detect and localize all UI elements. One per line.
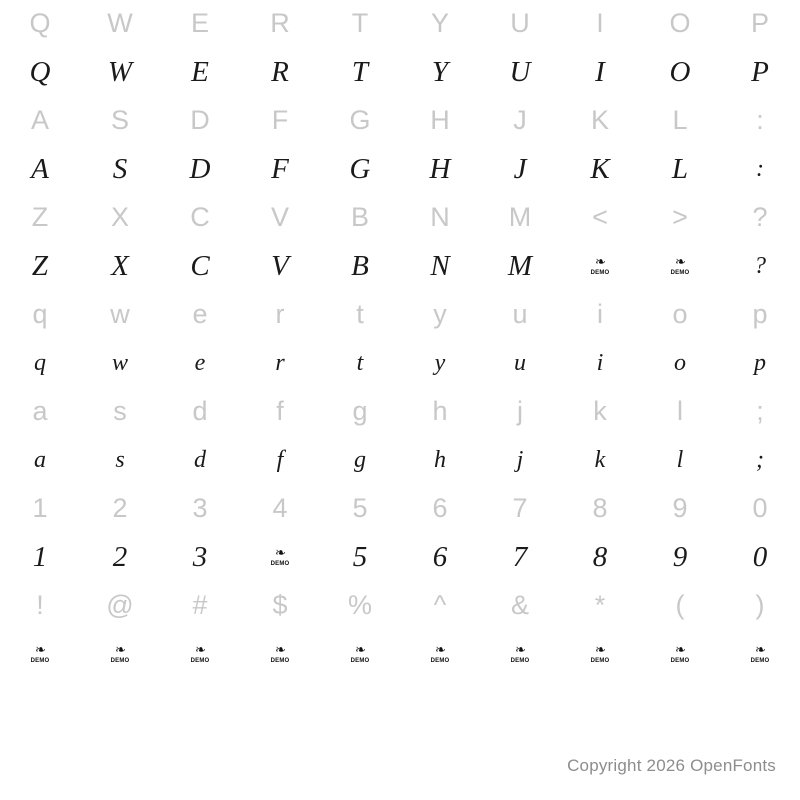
demo-watermark (160, 629, 240, 679)
glyph-char: I (595, 55, 605, 88)
glyph-char: p (754, 350, 766, 376)
glyph-char: G (349, 152, 371, 185)
keycap-char: s (113, 396, 127, 426)
glyph-char: F (271, 152, 289, 185)
glyph-char: W (107, 55, 133, 88)
glyph-char: a (34, 447, 46, 473)
glyph-char: 8 (592, 540, 608, 573)
demo-label: DEMO (270, 561, 290, 567)
keycap-char: F (271, 105, 289, 135)
demo-label: DEMO (270, 658, 290, 664)
glyph-char: J (513, 152, 527, 185)
glyph-char: q (34, 350, 46, 376)
keycap-char: 5 (352, 493, 368, 523)
keycap-char: 0 (752, 493, 768, 523)
keycap-char: U (510, 8, 530, 38)
glyph-char: O (669, 55, 691, 88)
glyph-row (0, 338, 800, 388)
demo-label: DEMO (670, 658, 690, 664)
glyph-char: C (190, 249, 210, 282)
keycap-char: @ (106, 590, 134, 620)
flower-icon: ❧ (275, 546, 285, 561)
glyph-char: R (271, 55, 289, 88)
glyph-row (0, 629, 800, 679)
keycap-char: V (270, 202, 289, 232)
keycap-char: Z (31, 202, 49, 232)
keycap-char: q (32, 299, 48, 329)
keycap-row (0, 485, 800, 532)
keycap-char: l (677, 396, 683, 426)
keycap-row (0, 194, 800, 241)
keycap-row (0, 582, 800, 629)
glyph-row (0, 144, 800, 194)
glyph-char: l (676, 447, 684, 473)
glyph-char: i (596, 350, 604, 376)
flower-icon: ❧ (675, 643, 685, 658)
keycap-char: Q (29, 8, 51, 38)
keycap-char: 4 (272, 493, 288, 523)
glyph-char: 5 (352, 540, 368, 573)
demo-watermark (480, 629, 560, 679)
keycap-char: 2 (112, 493, 128, 523)
demo-label: DEMO (30, 658, 50, 664)
glyph-char: r (275, 350, 285, 376)
glyph-char: 6 (432, 540, 448, 573)
glyph-char: Q (29, 55, 51, 88)
glyph-char: E (191, 55, 209, 88)
keycap-char: T (351, 8, 369, 38)
keycap-char: k (593, 396, 607, 426)
demo-watermark (0, 629, 80, 679)
keycap-char: ! (36, 590, 44, 620)
keycap-char: u (512, 299, 528, 329)
glyph-char: X (111, 249, 129, 282)
glyph-char: u (514, 350, 526, 376)
keycap-char: p (752, 299, 768, 329)
demo-watermark (560, 241, 640, 291)
glyph-char: f (276, 447, 284, 473)
flower-icon: ❧ (275, 643, 285, 658)
glyph-char: j (516, 447, 524, 473)
keycap-char: o (672, 299, 688, 329)
glyph-char: N (430, 249, 450, 282)
flower-icon: ❧ (595, 255, 605, 270)
glyph-char: o (674, 350, 686, 376)
glyph-char: S (112, 152, 128, 185)
demo-watermark (560, 629, 640, 679)
keycap-char: W (107, 8, 133, 38)
glyph-char: A (31, 152, 49, 185)
demo-watermark (80, 629, 160, 679)
keycap-char: O (669, 8, 691, 38)
keycap-char: t (356, 299, 364, 329)
glyph-char: M (507, 249, 533, 282)
keycap-char: h (432, 396, 448, 426)
glyph-char: s (115, 447, 125, 473)
demo-label: DEMO (590, 270, 610, 276)
flower-icon: ❧ (435, 643, 445, 658)
keycap-char: 1 (32, 493, 48, 523)
glyph-char: L (671, 152, 689, 185)
keycap-char: j (517, 396, 523, 426)
keycap-char: ) (755, 590, 765, 620)
keycap-char: 9 (672, 493, 688, 523)
demo-watermark (640, 629, 720, 679)
keycap-char: 6 (432, 493, 448, 523)
glyph-char: Y (431, 55, 449, 88)
glyph-char: U (509, 55, 531, 88)
keycap-char: B (350, 202, 369, 232)
flower-icon: ❧ (355, 643, 365, 658)
keycap-char: $ (272, 590, 288, 620)
glyph-char: k (594, 447, 606, 473)
glyph-char: ? (754, 253, 766, 279)
demo-label: DEMO (590, 658, 610, 664)
demo-watermark (240, 532, 320, 582)
glyph-char: Z (31, 249, 49, 282)
keycap-char: D (190, 105, 210, 135)
demo-label: DEMO (350, 658, 370, 664)
glyph-char: K (590, 152, 610, 185)
glyph-char: D (189, 152, 211, 185)
keycap-char: N (430, 202, 450, 232)
glyph-char: e (194, 350, 206, 376)
flower-icon: ❧ (115, 643, 125, 658)
demo-watermark (720, 629, 800, 679)
glyph-char: 7 (512, 540, 528, 573)
glyph-char: ; (756, 447, 764, 473)
glyph-char: 0 (752, 540, 768, 573)
flower-icon: ❧ (35, 643, 45, 658)
glyph-char: d (194, 447, 206, 473)
glyph-char: V (271, 249, 289, 282)
glyph-char: B (351, 249, 369, 282)
keycap-char: 7 (512, 493, 528, 523)
keycap-char: f (276, 396, 284, 426)
copyright-notice: Copyright 2026 OpenFonts (567, 756, 776, 775)
glyph-char: w (111, 350, 128, 376)
glyph-char: P (751, 55, 769, 88)
keycap-char: E (190, 8, 209, 38)
glyph-row (0, 435, 800, 485)
keycap-row (0, 0, 800, 47)
demo-label: DEMO (510, 658, 530, 664)
demo-label: DEMO (750, 658, 770, 664)
glyph-char: h (434, 447, 446, 473)
keycap-char: i (597, 299, 603, 329)
keycap-char: 8 (592, 493, 608, 523)
keycap-char: e (192, 299, 208, 329)
glyph-row (0, 47, 800, 97)
glyph-char: y (434, 350, 446, 376)
keycap-char: ^ (433, 590, 447, 620)
glyph-char: 2 (112, 540, 128, 573)
keycap-char: G (349, 105, 371, 135)
glyph-row (0, 241, 800, 291)
keycap-row (0, 97, 800, 144)
demo-watermark (320, 629, 400, 679)
keycap-char: % (347, 590, 372, 620)
keycap-char: < (592, 202, 608, 232)
keycap-char: ; (756, 396, 764, 426)
demo-label: DEMO (190, 658, 210, 664)
keycap-char: g (352, 396, 368, 426)
demo-watermark (240, 629, 320, 679)
keycap-char: ( (675, 590, 685, 620)
glyph-char: 9 (672, 540, 688, 573)
keycap-char: A (30, 105, 49, 135)
keycap-char: J (513, 105, 527, 135)
keycap-char: 3 (192, 493, 208, 523)
glyph-char: H (429, 152, 451, 185)
demo-watermark (400, 629, 480, 679)
keycap-char: y (433, 299, 447, 329)
keycap-char: & (510, 590, 529, 620)
keycap-char: * (594, 590, 606, 620)
keycap-char: r (275, 299, 285, 329)
glyph-char: g (354, 447, 366, 473)
demo-label: DEMO (430, 658, 450, 664)
flower-icon: ❧ (595, 643, 605, 658)
keycap-char: I (596, 8, 604, 38)
flower-icon: ❧ (515, 643, 525, 658)
glyph-char: T (351, 55, 369, 88)
demo-watermark (640, 241, 720, 291)
flower-icon: ❧ (755, 643, 765, 658)
flower-icon: ❧ (195, 643, 205, 658)
keycap-char: d (192, 396, 208, 426)
glyph-row (0, 532, 800, 582)
keycap-char: # (192, 590, 208, 620)
keycap-char: a (32, 396, 48, 426)
keycap-char: R (270, 8, 290, 38)
glyph-char: 3 (192, 540, 208, 573)
glyph-char: 1 (32, 540, 48, 573)
keycap-char: S (110, 105, 129, 135)
glyph-char: : (756, 156, 764, 182)
keycap-char: H (430, 105, 450, 135)
keycap-char: ? (752, 202, 768, 232)
demo-label: DEMO (110, 658, 130, 664)
keycap-char: X (110, 202, 129, 232)
keycap-char: w (110, 299, 130, 329)
keycap-char: K (590, 105, 609, 135)
demo-label: DEMO (670, 270, 690, 276)
glyph-char: t (356, 350, 364, 376)
keycap-row (0, 291, 800, 338)
keycap-char: Y (430, 8, 449, 38)
keycap-row (0, 388, 800, 435)
flower-icon: ❧ (675, 255, 685, 270)
keycap-char: L (672, 105, 688, 135)
keycap-char: P (750, 8, 769, 38)
keycap-char: > (672, 202, 688, 232)
keycap-char: : (756, 105, 764, 135)
keycap-char: M (508, 202, 532, 232)
keycap-char: C (190, 202, 210, 232)
